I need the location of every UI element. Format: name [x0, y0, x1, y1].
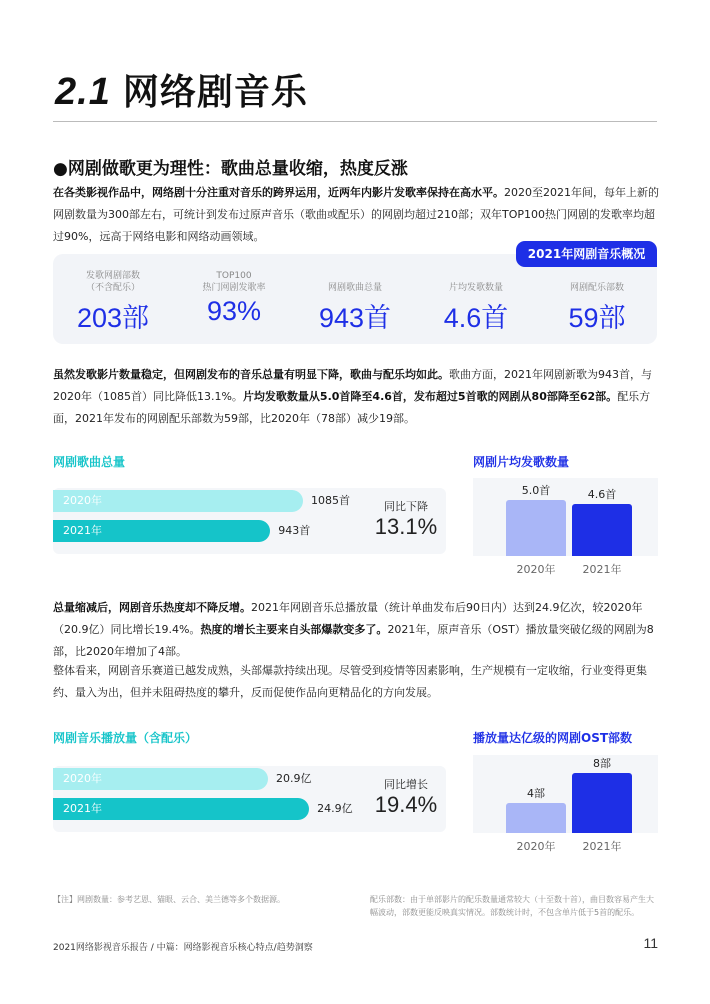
hbar-value-2021: 24.9亿 [317, 802, 353, 815]
stat-label: 网剧歌曲总量 [327, 283, 382, 293]
chart-plays [53, 766, 446, 832]
vbar-value-2021: 8部 [593, 757, 611, 770]
stat-value: 4.6首 [443, 303, 509, 333]
stat-value: 93% [206, 296, 262, 326]
chart-title-avg-songs: 网剧片均发歌数量 [473, 455, 570, 469]
vbar-category-2021: 2021年 [582, 563, 622, 576]
yoy-value: 19.4% [374, 792, 438, 817]
page-title-number: 2.1 [55, 71, 111, 113]
paragraph-popularity-bold-1: 总量缩减后，网剧音乐热度却不降反增。 [53, 601, 251, 614]
paragraph-decline-text-1: 歌曲方面，2021年网剧新歌为943首，与2020年（1085首）同比降低13.1%。 [53, 368, 652, 403]
stat-label: 发歌网剧部数 （不含配乐） [85, 271, 140, 293]
chart-title-ost-count: 播放量达亿级的网剧OST部数 [473, 731, 633, 745]
overview-card [53, 254, 657, 344]
hbar-category-label: 2021年 [63, 524, 102, 537]
hbar-category-label: 2021年 [63, 802, 102, 815]
hbar-2020 [53, 490, 303, 512]
stat-value: 203部 [76, 303, 150, 333]
chart-title-song-total: 网剧歌曲总量 [53, 455, 126, 469]
hbar-2021 [53, 520, 270, 542]
stat-label: TOP100 热门网剧发歌率 [202, 271, 266, 293]
paragraph-popularity [53, 597, 659, 663]
page-title [55, 64, 308, 115]
paragraph-summary: 整体看来，网剧音乐赛道已越发成熟，头部爆款持续出现。尽管受到疫情等因素影响，生产规模有一定收缩，行业变得更集约、量入为出，但并未阻碍热度的攀升，反而促使作品向更精品化的方向发展。 [53, 664, 647, 699]
paragraph-decline [53, 364, 659, 430]
yoy-label: 同比增长 [384, 778, 428, 791]
paragraph-intro-text: 2020至2021年间，每年上新的网剧数量为300部左右，可统计到发布过原声音乐（歌曲或配乐）的网剧均超过210部；双年TOP100热门网剧的发歌率均超过90%，远高于网络电影和网络动画领域。 [53, 186, 659, 243]
overview-badge: 2021年网剧音乐概况 [516, 241, 657, 267]
paragraph-popularity-text-1: 2021年网剧音乐总播放量（统计单曲发布后90日内）达到24.9亿次，较2020年（20.9亿）同比增长19.4%。 [53, 601, 643, 636]
page-number: 11 [643, 935, 658, 951]
vbar-category-2021: 2021年 [582, 840, 622, 853]
chart-avg-songs [473, 478, 658, 578]
hbar-category-label: 2020年 [63, 494, 102, 507]
paragraph-decline-bold-2: 片均发歌数量从5.0首降至4.6首，发布超过5首歌的网剧从80部降至62部。 [242, 390, 618, 403]
page-title-text: 网络剧音乐 [122, 72, 308, 113]
hbar-2020 [53, 768, 268, 790]
yoy-value: 13.1% [374, 514, 438, 539]
hbar-value-2020: 20.9亿 [276, 772, 312, 785]
vbar-value-2021: 4.6首 [587, 488, 617, 502]
chart-ost-count [473, 755, 658, 855]
vbar-value-2020: 5.0首 [521, 484, 551, 497]
paragraph-intro [53, 182, 659, 248]
chart-title-plays: 网剧音乐播放量（含配乐） [53, 731, 198, 745]
vbar-2020 [506, 500, 566, 556]
paragraph-popularity-text-2: 2021年，原声音乐（OST）播放量突破亿级的网剧为8部，比2020年增加了4部。 [53, 623, 654, 658]
hbar-category-label: 2020年 [63, 772, 102, 785]
section-heading: ●网剧做歌更为理性：歌曲总量收缩，热度反涨 [53, 159, 408, 179]
footer-report-title: 2021网络影视音乐报告 / 中篇：网络影视音乐核心特点/趋势洞察 [53, 943, 313, 953]
paragraph-decline-text-2: 配乐方面，2021年发布的网剧配乐部数为59部，比2020年（78部）减少19部。 [53, 390, 651, 425]
stat-label: 片均发歌数量 [448, 283, 503, 293]
title-divider [53, 121, 657, 122]
yoy-label: 同比下降 [384, 500, 428, 513]
hbar-value-2020: 1085首 [311, 494, 350, 507]
stat-value: 943首 [318, 303, 392, 333]
chart-song-total [53, 488, 446, 554]
vbar-2021 [572, 504, 632, 556]
vbar-2020 [506, 803, 566, 833]
stat-label: 网剧配乐部数 [569, 283, 624, 293]
paragraph-intro-bold: 在各类影视作品中，网络剧十分注重对音乐的跨界运用，近两年内影片发歌率保持在高水平。 [53, 186, 504, 199]
hbar-value-2021: 943首 [278, 524, 311, 537]
vbar-category-2020: 2020年 [516, 840, 556, 853]
stat-value: 59部 [568, 303, 626, 333]
footnote-source: 【注】网剧数量：参考艺恩、猫眼、云合、美兰德等多个数据源。 [53, 895, 285, 904]
footnote-score: 配乐部数：由于单部影片的配乐数量通常较大（十至数十首），曲目数容易产生大幅波动，部数更能反映真实情况。部数统计时，不包含单片低于5首的配乐。 [370, 895, 654, 917]
vbar-value-2020: 4部 [527, 787, 545, 800]
paragraph-popularity-bold-2: 热度的增长主要来自头部爆款变多了。 [200, 623, 388, 636]
vbar-2021 [572, 773, 632, 833]
hbar-2021 [53, 798, 309, 820]
paragraph-decline-bold-1: 虽然发歌影片数量稳定，但网剧发布的音乐总量有明显下降，歌曲与配乐均如此。 [53, 368, 449, 381]
vbar-category-2020: 2020年 [516, 563, 556, 576]
